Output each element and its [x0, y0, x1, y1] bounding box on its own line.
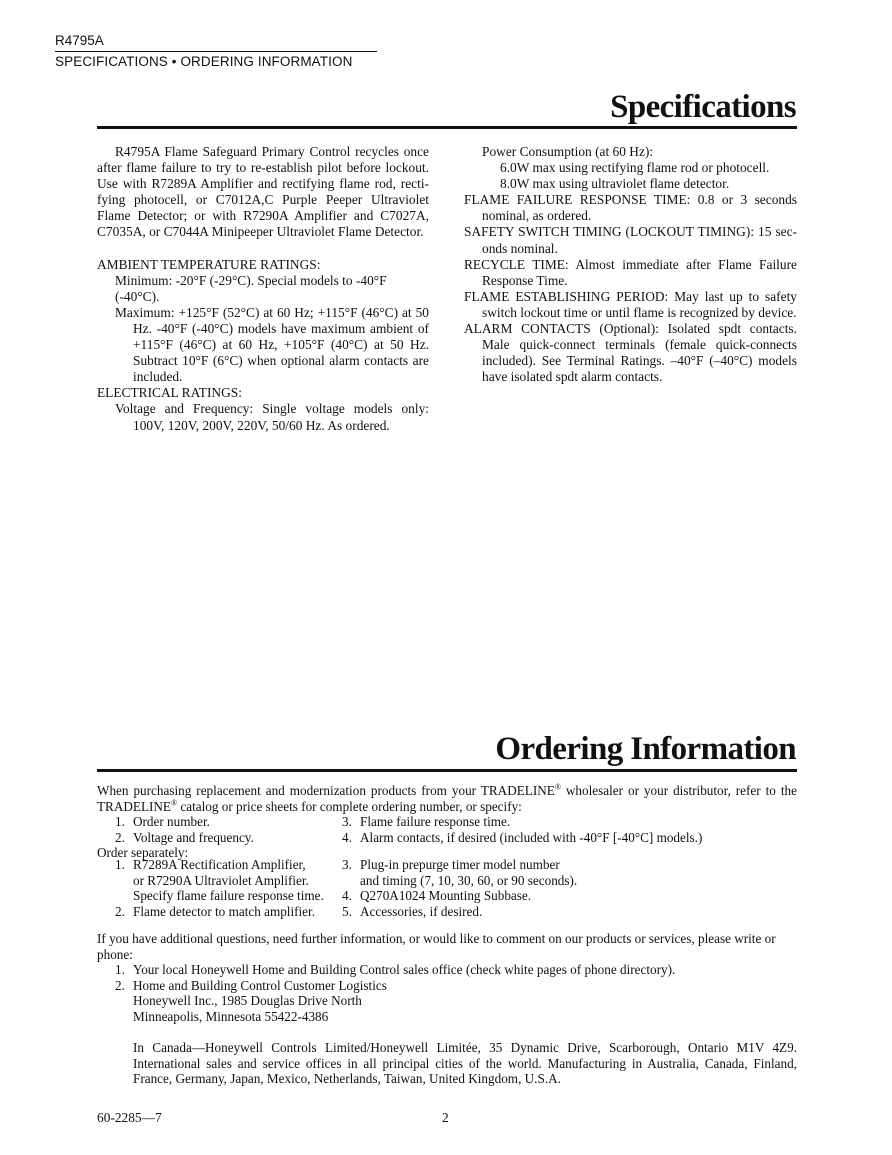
canada-info: In Canada—Honeywell Controls Limited/Honeywell Limitée, 35 Dynamic Drive, Scarborough, Ontario M1V 4Z9. International sales and service offices in all principal cities of the world. Manufacturing in Australia, Canada, Finland, France, Germany, Japan, Mexico, Netherlands, Taiwan, United Kingdom, U.S.A. [133, 1040, 797, 1086]
footer-page-number: 2 [442, 1110, 449, 1125]
intro-text-2: wholesaler or your distributor, refer to the TRADELINE [97, 783, 797, 814]
power-heading: Power Consumption (at 60 Hz): [482, 144, 654, 159]
power-ultraviolet: 8.0W max using ultraviolet flame detector. [500, 176, 730, 192]
specifications-left-column [97, 144, 429, 434]
spec-intro: R4795A Flame Safeguard Primary Control recycles once after flame failure to try to re-establish pilot before lockout. Use with R7289A Amplifier and rectifying flame rod, recti-fying photocell, or C7012A,C Purple Peeper Ultraviolet Flame Detector; or with R7290A Amplifier and C7027A, C7035A, or C7044A Minipeeper Ultraviolet Flame Detector. [97, 144, 429, 240]
address-line: Honeywell Inc., 1985 Douglas Drive North [133, 993, 362, 1008]
list-item-continuation: or R7290A Ultraviolet Amplifier. [133, 872, 309, 888]
list-item: 2. Flame detector to match amplifier. [115, 903, 315, 919]
list-item: 1. Order number. [115, 814, 210, 829]
contact-intro: If you have additional questions, need further information, or would like to comment on our products or services, please write or phone: [97, 931, 776, 962]
separately-list-left [115, 857, 324, 919]
specifications-title: Specifications [610, 89, 796, 125]
registered-mark: ® [554, 782, 561, 792]
list-item: 3. Plug-in prepurge timer model number [342, 857, 560, 872]
list-item: 2. Voltage and frequency. [115, 829, 254, 845]
ambient-min: Minimum: -20°F (-29°C). Special models to -40°F (-40°C). [115, 272, 387, 304]
list-item-continuation: Specify flame failure response time. [133, 888, 324, 903]
registered-mark: ® [170, 798, 178, 808]
electrical-heading: ELECTRICAL RATINGS: [97, 385, 242, 401]
header-subtitle: SPECIFICATIONS • ORDERING INFORMATION [55, 54, 353, 69]
specifications-right-column [464, 144, 797, 385]
list-item: 2. Home and Building Control Customer Logistics [115, 977, 387, 993]
flame-failure-response: FLAME FAILURE RESPONSE TIME: 0.8 or 3 seconds nominal, as ordered. [464, 192, 797, 224]
address-line: Minneapolis, Minnesota 55422-4386 [133, 1008, 329, 1024]
header-model: R4795A [55, 33, 104, 48]
separately-list-right [342, 857, 577, 919]
footer-doc-number: 60-2285—7 [97, 1110, 162, 1125]
list-item: 4. Alarm contacts, if desired (included with -40°F [-40°C] models.) [342, 829, 703, 845]
list-item: 4. Q270A1024 Mounting Subbase. [342, 888, 532, 903]
alarm-contacts: ALARM CONTACTS (Optional): Isolated spdt contacts. Male quick-connect terminals (female quick-connects included). See Terminal Ratings. –40°F (–40°C) models have isolated spdt alarm contacts. [464, 321, 797, 385]
list-item-continuation: and timing (7, 10, 30, 60, or 90 seconds). [360, 872, 578, 888]
header-rule [55, 51, 377, 52]
ordering-intro [97, 783, 797, 814]
intro-text-1: When purchasing replacement and modernization products from your TRADELINE [97, 783, 555, 798]
power-rectifying: 6.0W max using rectifying flame rod or photocell. [500, 160, 770, 176]
safety-switch-timing: SAFETY SWITCH TIMING (LOCKOUT TIMING): 15 sec-onds nominal. [464, 224, 797, 256]
list-item: 1. R7289A Rectification Amplifier, [115, 857, 306, 872]
specifications-rule [97, 126, 797, 129]
specify-list-right [342, 814, 702, 845]
ordering-title: Ordering Information [495, 731, 796, 767]
specify-list-left [115, 814, 254, 845]
intro-text-3: catalog or price sheets for complete ordering number, or specify: [177, 798, 522, 814]
ordering-rule [97, 769, 797, 772]
recycle-time: RECYCLE TIME: Almost immediate after Flame Failure Response Time. [464, 256, 797, 288]
contact-block [97, 931, 797, 1087]
ambient-max: Maximum: +125°F (52°C) at 60 Hz; +115°F (46°C) at 50 Hz. -40°F (-40°C) models have maximum ambient of +115°F (46°C) at 60 Hz, +105°F (40°C) at 50 Hz. Subtract 10°F (6°C) when optional alarm contacts are included. [115, 304, 429, 385]
flame-establishing-period: FLAME ESTABLISHING PERIOD: May last up to safety switch lockout time or until flame is recognized by device. [464, 288, 797, 320]
list-item: 1. Your local Honeywell Home and Building Control sales office (check white pages of phone directory). [115, 962, 676, 977]
list-item: 5. Accessories, if desired. [342, 903, 483, 919]
voltage-frequency: Voltage and Frequency: Single voltage models only: 100V, 120V, 200V, 220V, 50/60 Hz. As ordered. [115, 401, 429, 433]
list-item: 3. Flame failure response time. [342, 814, 511, 829]
order-separately-heading: Order separately: [97, 845, 189, 860]
ambient-heading: AMBIENT TEMPERATURE RATINGS: [97, 256, 321, 272]
